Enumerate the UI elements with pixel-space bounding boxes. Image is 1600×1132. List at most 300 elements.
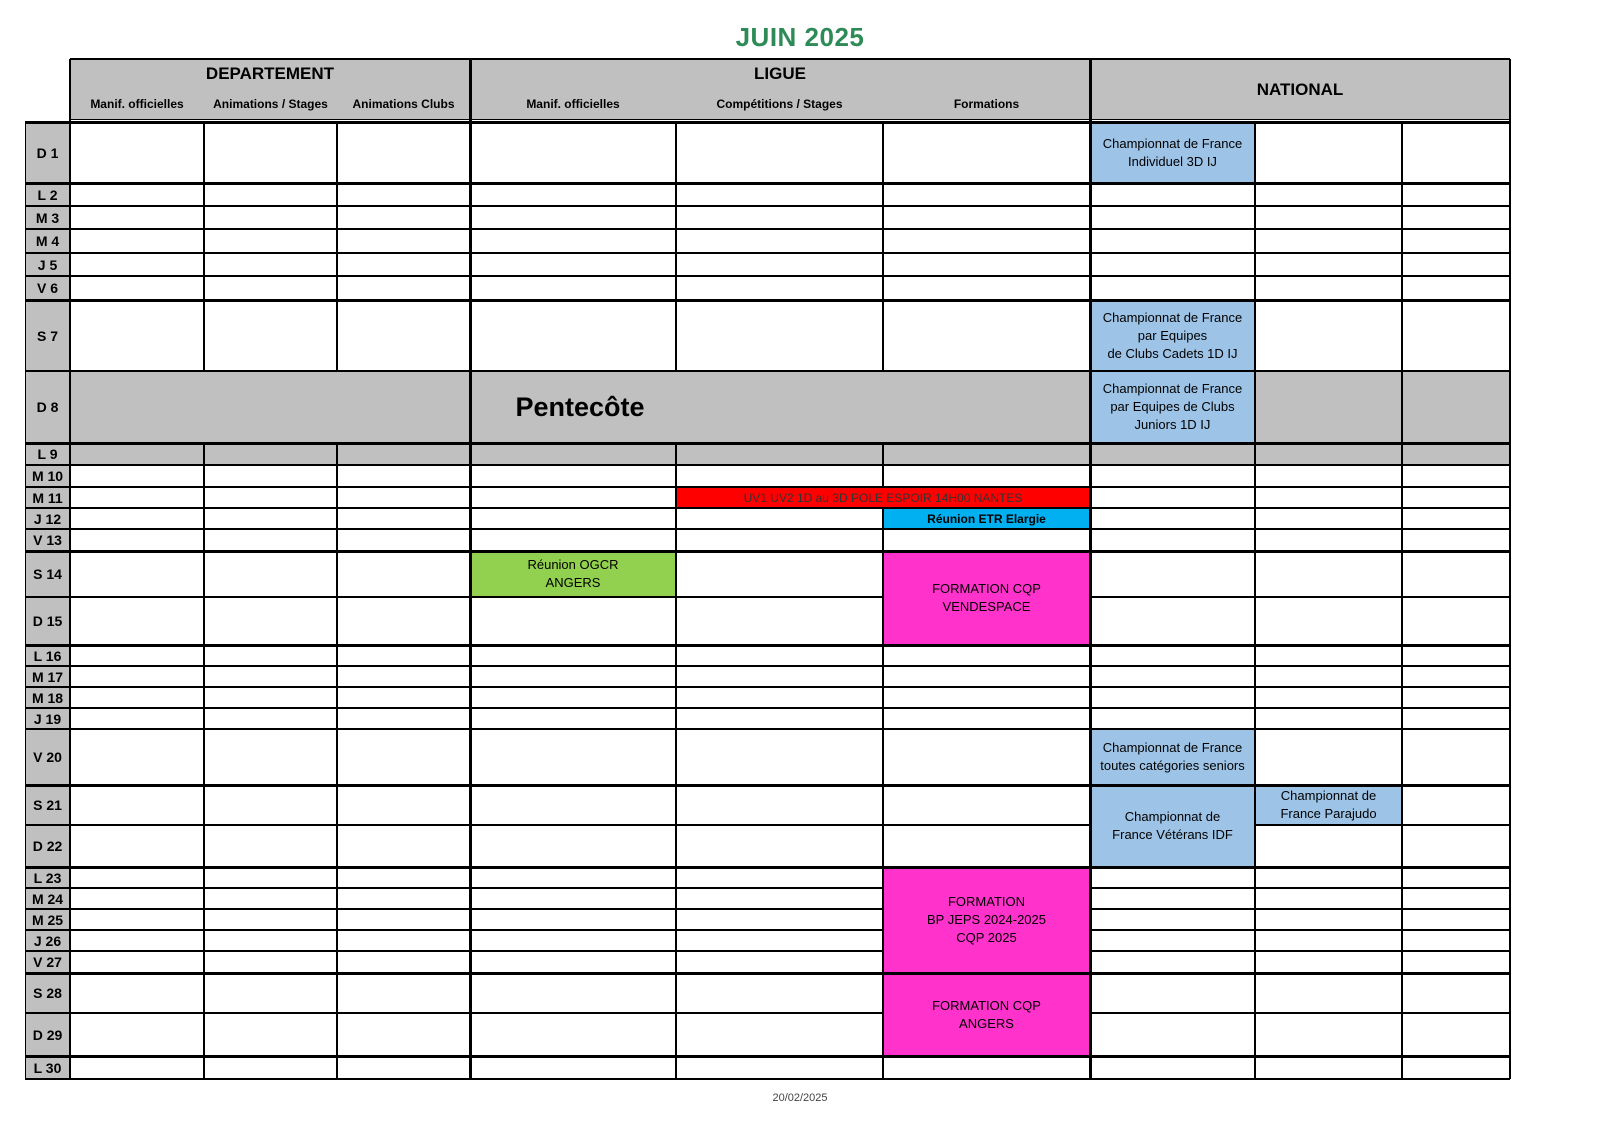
day-label-text: L 16: [33, 647, 62, 664]
day-label: [25, 951, 70, 973]
day-cell: [70, 708, 204, 729]
day-cell: [337, 1013, 470, 1056]
day-label-text: L 30: [33, 1059, 62, 1076]
day-cell: [470, 1056, 676, 1079]
day-cell: [676, 508, 883, 529]
week-divider: [25, 1078, 1510, 1080]
day-cell: [204, 551, 337, 597]
day-cell: [337, 253, 470, 276]
event-block-text: FORMATION BP JEPS 2024-2025 CQP 2025: [926, 894, 1046, 945]
day-cell: [204, 508, 337, 529]
day-cell: [470, 867, 676, 888]
day-cell: [337, 973, 470, 1013]
day-cell: [1402, 465, 1510, 487]
day-cell: [204, 825, 337, 867]
day-cell: [1090, 1056, 1255, 1079]
day-cell: [1255, 508, 1402, 529]
event-block: [1090, 729, 1255, 785]
day-cell: [676, 529, 883, 551]
day-cell: [470, 443, 676, 465]
day-cell: [70, 529, 204, 551]
day-cell: [70, 729, 204, 785]
day-cell: [70, 888, 204, 909]
day-cell: [1402, 276, 1510, 300]
day-cell: [470, 229, 676, 253]
column-header: Manif. officielles: [526, 97, 620, 111]
day-cell: [204, 909, 337, 930]
day-label: [25, 1056, 70, 1079]
day-cell: [883, 443, 1090, 465]
day-cell: [204, 206, 337, 229]
day-cell: [204, 687, 337, 708]
day-label-text: M 18: [31, 689, 64, 706]
event-block: [1090, 300, 1255, 371]
event-block-text: Réunion OGCR ANGERS: [527, 557, 619, 590]
event-block: [1090, 371, 1255, 443]
day-label: [25, 729, 70, 785]
day-cell: [1402, 1056, 1510, 1079]
day-label: [25, 909, 70, 930]
week-divider: [25, 866, 1510, 869]
day-cell: [1255, 888, 1402, 909]
day-cell: [337, 666, 470, 687]
week-divider: [25, 784, 1510, 787]
day-cell: [70, 1056, 204, 1079]
day-cell: [470, 276, 676, 300]
day-cell: [1402, 183, 1510, 206]
day-label-text: V 20: [33, 749, 62, 765]
day-cell: [883, 529, 1090, 551]
day-cell: [470, 183, 676, 206]
day-cell: [1090, 973, 1255, 1013]
day-cell: [70, 551, 204, 597]
day-label-text: D 22: [32, 838, 63, 854]
day-cell: [337, 867, 470, 888]
day-cell: [1090, 597, 1255, 645]
day-cell: [1255, 276, 1402, 300]
day-cell: [1402, 729, 1510, 785]
day-cell: [1090, 909, 1255, 930]
day-label: [25, 508, 70, 529]
day-label-text: S 14: [33, 566, 62, 582]
day-cell: [676, 825, 883, 867]
day-cell: [470, 785, 676, 825]
day-cell: [70, 909, 204, 930]
day-cell: [337, 487, 470, 508]
day-label: [25, 687, 70, 708]
day-cell: [70, 206, 204, 229]
day-cell: [883, 708, 1090, 729]
day-cell: [204, 487, 337, 508]
day-cell: [1255, 708, 1402, 729]
day-label-text: M 4: [35, 233, 60, 249]
footer-date: 20/02/2025: [772, 1092, 828, 1104]
event-block: [1090, 785, 1255, 867]
day-cell: [676, 183, 883, 206]
day-label-text: L 2: [37, 186, 58, 203]
column-header: Animations Clubs: [352, 97, 455, 111]
day-cell: [883, 825, 1090, 867]
day-cell: [883, 645, 1090, 666]
day-cell: [204, 729, 337, 785]
day-label-text: S 7: [36, 327, 58, 344]
day-cell: [883, 276, 1090, 300]
day-cell: [70, 487, 204, 508]
day-label-text: J 26: [33, 932, 62, 949]
event-block-text: Réunion ETR Elargie: [927, 511, 1046, 526]
day-label-text: V 6: [36, 280, 58, 296]
day-cell: [1402, 597, 1510, 645]
day-label: [25, 206, 70, 229]
day-cell: [1402, 229, 1510, 253]
day-cell: [204, 465, 337, 487]
day-cell: [1090, 867, 1255, 888]
day-cell: [470, 529, 676, 551]
day-cell: [204, 645, 337, 666]
day-cell: [676, 867, 883, 888]
day-cell: [337, 276, 470, 300]
header-ligue: LIGUE: [754, 63, 806, 83]
day-cell: [1255, 909, 1402, 930]
day-label: [25, 253, 70, 276]
day-cell: [204, 183, 337, 206]
day-cell: [204, 597, 337, 645]
day-label: [25, 973, 70, 1013]
day-cell: [70, 951, 204, 973]
day-label: [25, 825, 70, 867]
day-cell: [1090, 529, 1255, 551]
day-cell: [70, 645, 204, 666]
day-label: [25, 645, 70, 666]
day-cell: [883, 666, 1090, 687]
day-cell: [676, 597, 883, 645]
day-cell: [1255, 300, 1402, 371]
day-label-text: M 24: [31, 890, 64, 907]
day-label-text: V 27: [33, 954, 62, 970]
day-cell: [883, 206, 1090, 229]
day-cell: [1402, 666, 1510, 687]
day-cell: [1090, 1013, 1255, 1056]
day-cell: [676, 930, 883, 951]
day-cell: [1090, 229, 1255, 253]
day-label-text: L 9: [37, 446, 58, 462]
day-cell: [676, 1056, 883, 1079]
day-label: [25, 487, 70, 508]
day-cell: [470, 508, 676, 529]
day-cell: [1255, 183, 1402, 206]
section-divider: [69, 59, 71, 1079]
day-cell: [1402, 529, 1510, 551]
day-label-text: V 13: [33, 532, 62, 548]
day-cell: [1255, 123, 1402, 183]
event-block-text: FORMATION CQP VENDESPACE: [932, 581, 1041, 614]
day-cell: [470, 708, 676, 729]
day-cell: [676, 229, 883, 253]
day-cell: [470, 1013, 676, 1056]
day-cell: [337, 687, 470, 708]
day-cell: [1402, 443, 1510, 465]
day-cell: [1402, 300, 1510, 371]
day-label: [25, 465, 70, 487]
day-cell: [70, 687, 204, 708]
day-cell: [676, 1013, 883, 1056]
day-cell: [70, 183, 204, 206]
event-block-text: Championnat de France Individuel 3D IJ: [1102, 136, 1243, 169]
event-block-text: Championnat de France Parajudo: [1280, 788, 1377, 821]
day-label-text: J 19: [33, 710, 62, 727]
event-block-text: FORMATION CQP ANGERS: [932, 997, 1041, 1031]
day-cell: [1090, 487, 1255, 508]
day-cell: [470, 888, 676, 909]
day-cell: [676, 645, 883, 666]
day-cell: [204, 867, 337, 888]
day-cell: [883, 253, 1090, 276]
day-cell: [1255, 1013, 1402, 1056]
day-cell: [470, 597, 676, 645]
day-cell: [470, 206, 676, 229]
day-cell: [204, 973, 337, 1013]
day-cell: [676, 687, 883, 708]
day-cell: [1255, 687, 1402, 708]
day-label-text: D 1: [36, 145, 59, 161]
day-cell: [337, 930, 470, 951]
day-cell: [204, 888, 337, 909]
day-cell: [470, 909, 676, 930]
day-cell: [1402, 930, 1510, 951]
day-cell: [883, 123, 1090, 183]
day-cell: [204, 443, 337, 465]
event-block-text: Championnat de France Vétérans IDF: [1112, 809, 1233, 842]
day-label-text: S 28: [33, 985, 62, 1001]
day-label: [25, 888, 70, 909]
day-cell: [470, 973, 676, 1013]
day-cell: [470, 253, 676, 276]
day-cell: [204, 300, 337, 371]
day-cell: [883, 183, 1090, 206]
day-label: [25, 597, 70, 645]
day-label: [25, 867, 70, 888]
day-cell: [70, 465, 204, 487]
header-national: [1090, 59, 1510, 120]
day-cell: [1255, 645, 1402, 666]
day-cell: [470, 687, 676, 708]
event-block: [1255, 785, 1402, 825]
day-cell: [676, 785, 883, 825]
week-divider: [25, 121, 1510, 124]
day-cell: [204, 1056, 337, 1079]
day-cell: [70, 276, 204, 300]
day-label: [25, 1013, 70, 1056]
day-cell: [337, 825, 470, 867]
section-divider: [469, 59, 472, 1079]
day-cell: [676, 708, 883, 729]
day-cell: [204, 276, 337, 300]
day-cell: [1090, 183, 1255, 206]
day-cell: [204, 529, 337, 551]
day-label: [25, 183, 70, 206]
day-cell: [676, 300, 883, 371]
day-label: [25, 708, 70, 729]
day-cell: [1255, 465, 1402, 487]
day-cell: [204, 930, 337, 951]
day-cell: [337, 529, 470, 551]
event-block: [470, 551, 676, 597]
day-cell: [676, 276, 883, 300]
day-cell: [1090, 645, 1255, 666]
event-block-text: Championnat de France par Equipes de Clubs Cadets 1D IJ: [1102, 309, 1243, 361]
header-departement: DEPARTEMENT: [205, 63, 335, 83]
day-cell: [1090, 708, 1255, 729]
day-cell: [204, 1013, 337, 1056]
day-cell: [70, 785, 204, 825]
day-cell: [70, 300, 204, 371]
day-cell: [883, 300, 1090, 371]
day-cell: [470, 930, 676, 951]
day-cell: [337, 708, 470, 729]
week-divider: [25, 644, 1510, 647]
day-cell: [1255, 729, 1402, 785]
day-cell: [70, 867, 204, 888]
day-label-text: D 15: [32, 613, 63, 629]
day-cell: [337, 229, 470, 253]
day-cell: [70, 508, 204, 529]
day-cell: [1255, 867, 1402, 888]
calendar-grid: [25, 58, 1553, 1105]
day-cell: [337, 729, 470, 785]
day-cell: [883, 1056, 1090, 1079]
day-cell: [1255, 951, 1402, 973]
day-cell: [470, 729, 676, 785]
day-cell: [70, 973, 204, 1013]
day-cell: [883, 729, 1090, 785]
day-cell: [337, 645, 470, 666]
day-cell: [1090, 687, 1255, 708]
day-cell: [204, 951, 337, 973]
day-label-text: L 23: [33, 869, 62, 886]
day-cell: [1090, 508, 1255, 529]
day-cell: [337, 888, 470, 909]
day-cell: [204, 229, 337, 253]
day-cell: [676, 909, 883, 930]
day-cell: [1255, 229, 1402, 253]
day-cell: [1402, 253, 1510, 276]
day-label-text: J 12: [33, 510, 62, 527]
day-cell: [1255, 253, 1402, 276]
day-cell: [1402, 1013, 1510, 1056]
week-divider: [25, 442, 1510, 445]
day-label: [25, 229, 70, 253]
day-cell: [337, 465, 470, 487]
day-cell: [1402, 645, 1510, 666]
day-cell: [1090, 253, 1255, 276]
day-cell: [70, 930, 204, 951]
day-cell: [1090, 465, 1255, 487]
day-cell: [1255, 371, 1402, 443]
day-cell: [470, 951, 676, 973]
day-cell: [1255, 930, 1402, 951]
day-cell: [337, 951, 470, 973]
day-cell: [1402, 508, 1510, 529]
day-cell: [1255, 551, 1402, 597]
week-divider: [25, 299, 1510, 302]
column-header: Animations / Stages: [213, 97, 328, 111]
page-title: JUIN 2025: [735, 22, 865, 52]
day-cell: [1090, 443, 1255, 465]
day-cell: [1255, 206, 1402, 229]
day-cell: [337, 300, 470, 371]
day-cell: [676, 465, 883, 487]
day-label-text: D 29: [32, 1026, 63, 1043]
week-divider: [25, 550, 1510, 553]
day-cell: [1402, 551, 1510, 597]
day-cell: [1090, 206, 1255, 229]
day-label: [25, 785, 70, 825]
day-label-text: M 3: [35, 209, 60, 226]
day-cell: [204, 253, 337, 276]
day-cell: [204, 123, 337, 183]
day-cell: [1402, 123, 1510, 183]
event-block-text: Championnat de France par Equipes de Clubs Juniors 1D IJ: [1102, 381, 1243, 432]
header-national-text: NATIONAL: [1256, 79, 1344, 99]
day-cell: [883, 229, 1090, 253]
day-cell: [70, 253, 204, 276]
event-block: [883, 867, 1090, 973]
day-cell: [337, 123, 470, 183]
day-cell: [1090, 951, 1255, 973]
day-cell: [676, 551, 883, 597]
day-label-text: M 17: [31, 668, 64, 685]
day-cell: [470, 825, 676, 867]
day-cell: [204, 708, 337, 729]
section-divider: [1089, 59, 1092, 1079]
day-cell: [70, 229, 204, 253]
day-label-text: M 25: [31, 911, 64, 928]
day-cell: [1402, 867, 1510, 888]
day-cell: [1402, 973, 1510, 1013]
day-cell: [1090, 276, 1255, 300]
day-cell: [337, 597, 470, 645]
day-label: [25, 300, 70, 371]
event-block: [676, 487, 1090, 508]
event-block: [1090, 123, 1255, 183]
day-label-text: M 10: [31, 468, 64, 484]
day-cell: [1402, 371, 1510, 443]
day-cell: [337, 508, 470, 529]
day-cell: [470, 465, 676, 487]
day-label-text: M 11: [32, 489, 63, 506]
day-cell: [70, 597, 204, 645]
day-cell: [1090, 930, 1255, 951]
day-cell: [676, 666, 883, 687]
day-cell: [1255, 597, 1402, 645]
holiday-banner: [70, 371, 1090, 443]
day-cell: [1255, 1056, 1402, 1079]
day-cell: [1402, 825, 1510, 867]
day-cell: [1255, 487, 1402, 508]
day-cell: [204, 785, 337, 825]
column-header: Compétitions / Stages: [716, 97, 843, 111]
day-cell: [1402, 951, 1510, 973]
day-cell: [337, 551, 470, 597]
day-cell: [470, 300, 676, 371]
event-block: [883, 551, 1090, 645]
day-cell: [676, 443, 883, 465]
week-divider: [70, 58, 1510, 60]
day-cell: [676, 206, 883, 229]
day-cell: [337, 206, 470, 229]
week-divider: [25, 972, 1510, 975]
day-cell: [70, 666, 204, 687]
